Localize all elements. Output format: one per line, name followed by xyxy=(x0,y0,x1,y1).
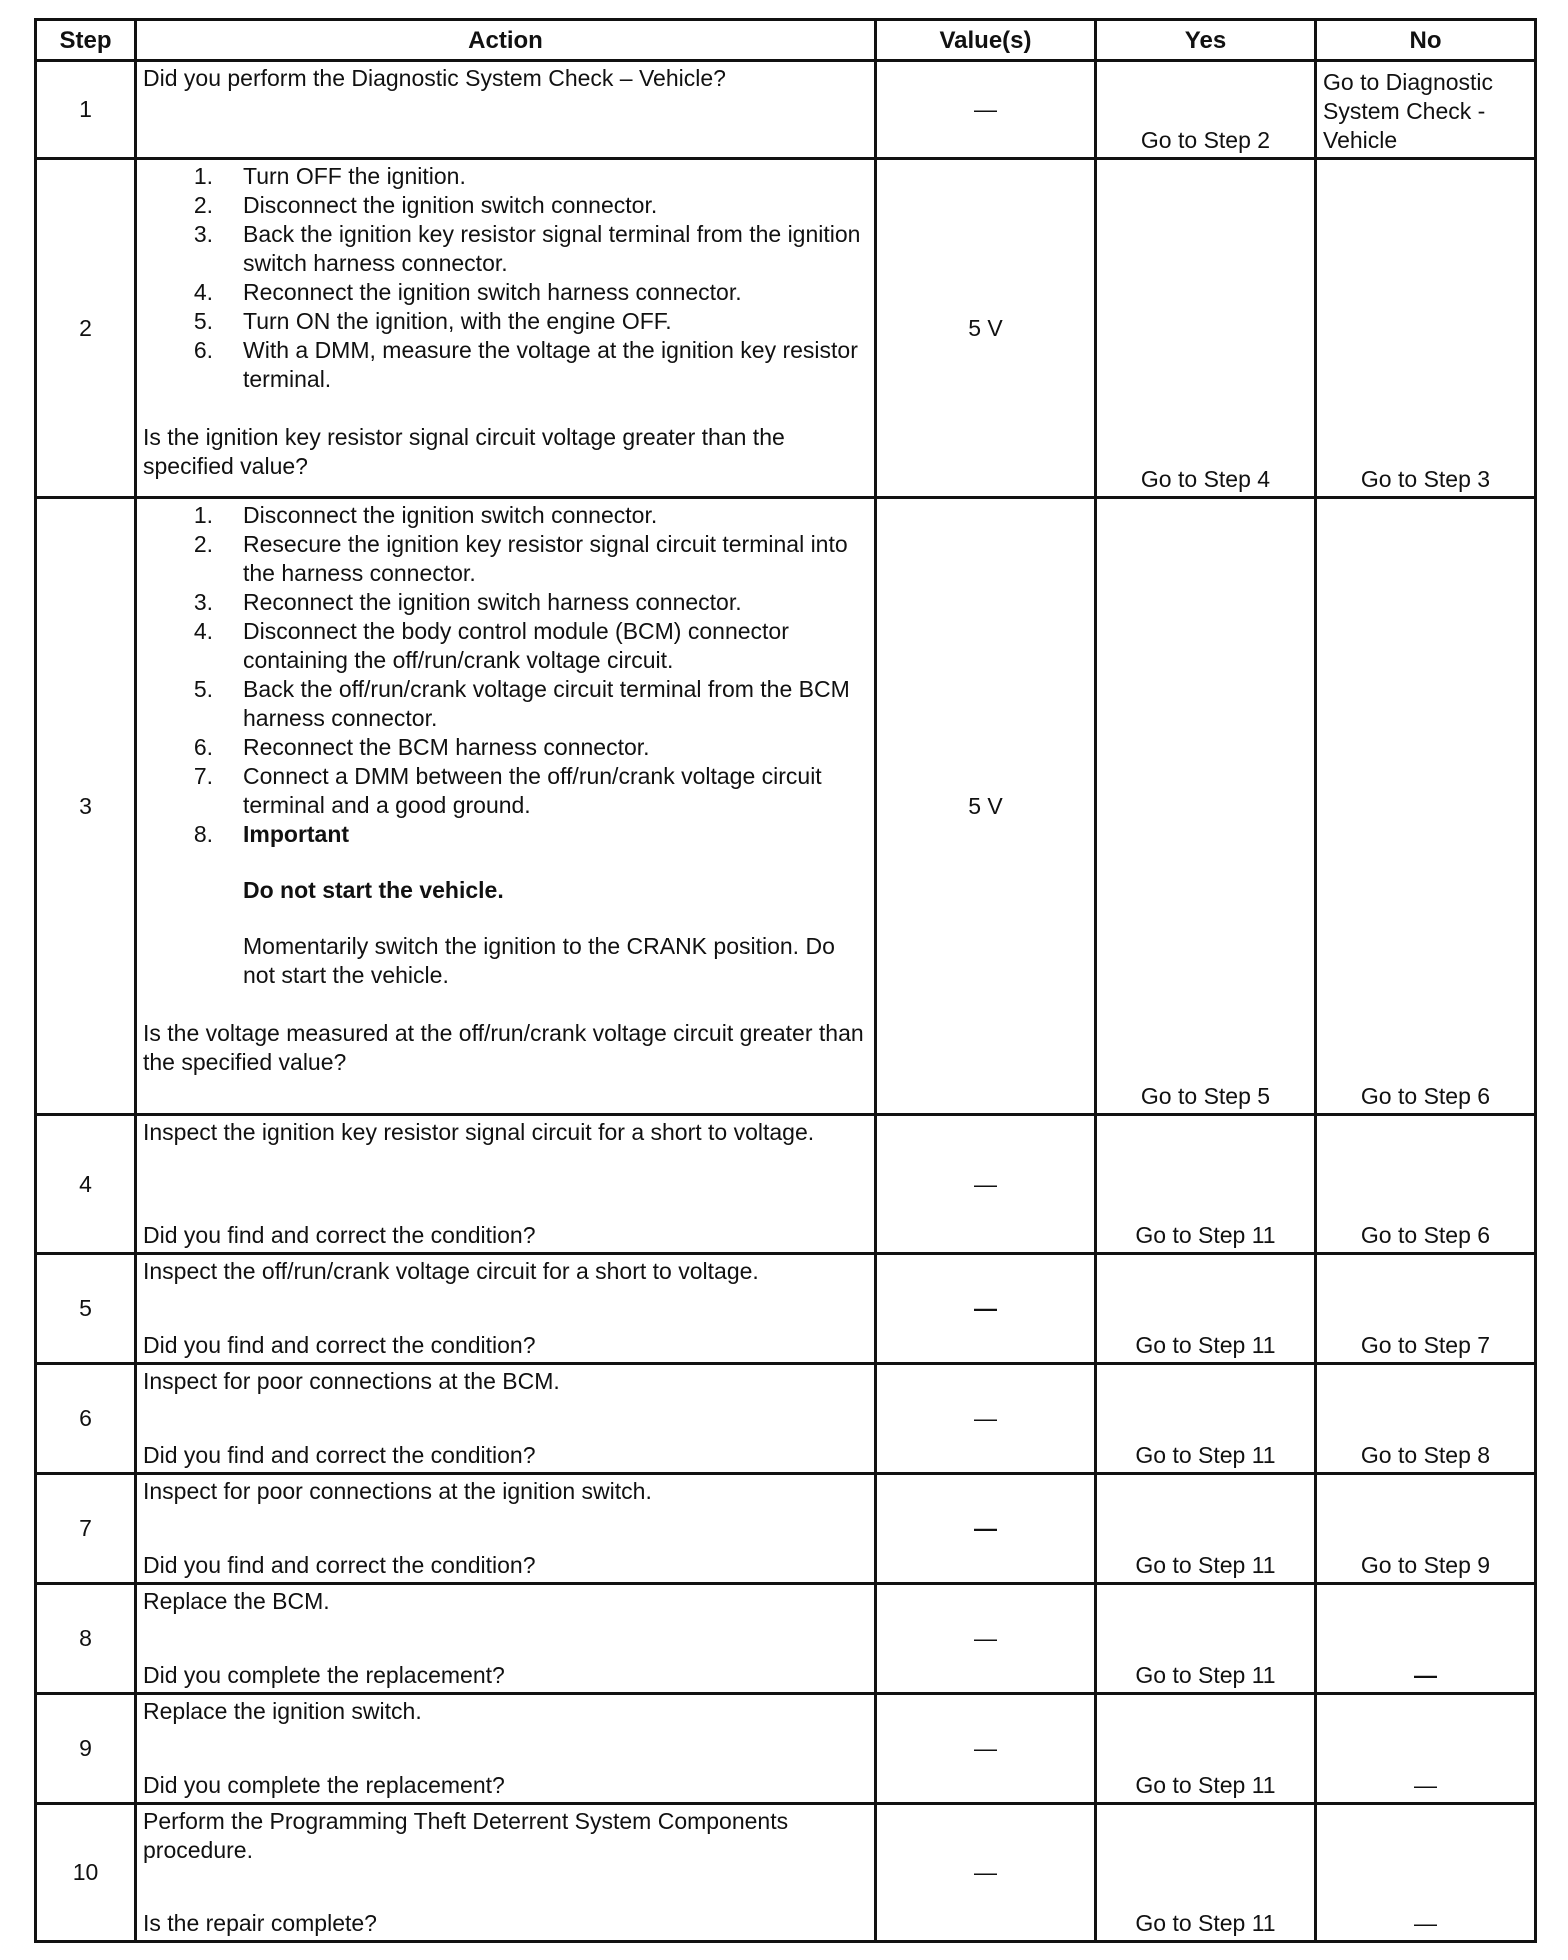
value-cell: — xyxy=(876,1115,1096,1254)
action-cell xyxy=(136,159,876,498)
table-row xyxy=(36,1804,1536,1942)
header-no: No xyxy=(1316,20,1536,61)
list-item: 3. Back the ignition key resistor signal terminal from the ignition switch harness connector. xyxy=(193,221,861,276)
question-text: Did you find and correct the condition? xyxy=(143,1222,536,1248)
question-text: Is the repair complete? xyxy=(143,1910,377,1936)
value-cell: — xyxy=(876,1364,1096,1474)
action-steps-list xyxy=(143,501,868,849)
action-steps-list xyxy=(143,162,868,394)
list-item: 2. Disconnect the ignition switch connector. xyxy=(193,192,658,218)
header-values: Value(s) xyxy=(876,20,1096,61)
no-cell: Go to Step 6 xyxy=(1316,1115,1536,1254)
table-row xyxy=(36,1115,1536,1254)
header-step: Step xyxy=(36,20,136,61)
no-cell: Go to Step 6 xyxy=(1316,498,1536,1115)
list-item: 1. Turn OFF the ignition. xyxy=(193,163,466,189)
table-row xyxy=(36,1474,1536,1584)
warning-text: Do not start the vehicle. xyxy=(243,877,504,903)
list-item: 6. Reconnect the BCM harness connector. xyxy=(193,734,650,760)
action-text: Inspect for poor connections at the BCM. xyxy=(143,1368,560,1394)
yes-cell: Go to Step 11 xyxy=(1096,1115,1316,1254)
action-cell: Did you perform the Diagnostic System Check – Vehicle? xyxy=(136,61,876,159)
no-cell: Go to Diagnostic System Check - Vehicle xyxy=(1316,61,1536,159)
table-row xyxy=(36,1254,1536,1364)
question-text: Did you complete the replacement? xyxy=(143,1772,505,1798)
list-item: 7. Connect a DMM between the off/run/crank voltage circuit terminal and a good ground. xyxy=(193,763,822,818)
action-cell xyxy=(136,1254,876,1364)
header-action: Action xyxy=(136,20,876,61)
table-row xyxy=(36,498,1536,1115)
yes-cell: Go to Step 11 xyxy=(1096,1694,1316,1804)
step-number: 7 xyxy=(36,1474,136,1584)
table-row xyxy=(36,61,1536,159)
yes-cell: Go to Step 11 xyxy=(1096,1254,1316,1364)
yes-cell: Go to Step 11 xyxy=(1096,1804,1316,1942)
yes-cell: Go to Step 4 xyxy=(1096,159,1316,498)
action-cell xyxy=(136,1115,876,1254)
question-text: Did you find and correct the condition? xyxy=(143,1442,536,1468)
no-cell: — xyxy=(1316,1584,1536,1694)
value-cell: — xyxy=(876,1804,1096,1942)
important-label: Important xyxy=(243,821,350,847)
step-number: 2 xyxy=(36,159,136,498)
no-cell: Go to Step 9 xyxy=(1316,1474,1536,1584)
action-cell xyxy=(136,1474,876,1584)
yes-cell: Go to Step 5 xyxy=(1096,498,1316,1115)
list-item: 4. Disconnect the body control module (BCM) connector containing the off/run/crank voltage circuit. xyxy=(193,618,789,673)
question-text: Is the voltage measured at the off/run/crank voltage circuit greater than the specified value? xyxy=(143,1020,864,1075)
no-cell: — xyxy=(1316,1804,1536,1942)
action-cell xyxy=(136,498,876,1115)
value-cell: — xyxy=(876,1694,1096,1804)
instruction-text: Momentarily switch the ignition to the CRANK position. Do not start the vehicle. xyxy=(243,933,835,988)
question-text: Is the ignition key resistor signal circuit voltage greater than the specified value? xyxy=(143,424,785,479)
step-number: 4 xyxy=(36,1115,136,1254)
value-cell: 5 V xyxy=(876,159,1096,498)
header-yes: Yes xyxy=(1096,20,1316,61)
yes-cell: Go to Step 11 xyxy=(1096,1364,1316,1474)
table-row xyxy=(36,1584,1536,1694)
list-item: 4. Reconnect the ignition switch harness connector. xyxy=(193,279,742,305)
action-cell xyxy=(136,1584,876,1694)
action-text: Replace the BCM. xyxy=(143,1588,330,1614)
list-item: 6. With a DMM, measure the voltage at the ignition key resistor terminal. xyxy=(193,337,858,392)
value-cell: — xyxy=(876,1474,1096,1584)
value-cell: — xyxy=(876,1254,1096,1364)
action-text: Perform the Programming Theft Deterrent System Components procedure. xyxy=(143,1808,789,1863)
step-number: 9 xyxy=(36,1694,136,1804)
action-text: Inspect the ignition key resistor signal circuit for a short to voltage. xyxy=(143,1119,815,1145)
list-item: 5. Turn ON the ignition, with the engine OFF. xyxy=(193,308,672,334)
step-number: 3 xyxy=(36,498,136,1115)
yes-cell: Go to Step 11 xyxy=(1096,1584,1316,1694)
value-cell: 5 V xyxy=(876,498,1096,1115)
value-cell: — xyxy=(876,61,1096,159)
diagnostic-table xyxy=(34,18,1537,1943)
question-text: Did you find and correct the condition? xyxy=(143,1332,536,1358)
yes-cell: Go to Step 11 xyxy=(1096,1474,1316,1584)
question-text: Did you find and correct the condition? xyxy=(143,1552,536,1578)
step-number: 5 xyxy=(36,1254,136,1364)
step-number: 6 xyxy=(36,1364,136,1474)
no-cell: Go to Step 7 xyxy=(1316,1254,1536,1364)
value-cell: — xyxy=(876,1584,1096,1694)
action-text: Replace the ignition switch. xyxy=(143,1698,422,1724)
no-cell: — xyxy=(1316,1694,1536,1804)
step-number: 8 xyxy=(36,1584,136,1694)
yes-cell: Go to Step 2 xyxy=(1096,61,1316,159)
list-item: 1. Disconnect the ignition switch connector. xyxy=(193,502,658,528)
table-row xyxy=(36,159,1536,498)
no-cell: Go to Step 8 xyxy=(1316,1364,1536,1474)
question-text: Did you complete the replacement? xyxy=(143,1662,505,1688)
table-row xyxy=(36,1694,1536,1804)
action-cell xyxy=(136,1804,876,1942)
list-item: 5. Back the off/run/crank voltage circuit terminal from the BCM harness connector. xyxy=(193,676,850,731)
header-row xyxy=(36,20,1536,61)
list-item: 2. Resecure the ignition key resistor signal circuit terminal into the harness connector. xyxy=(193,531,848,586)
step-number: 10 xyxy=(36,1804,136,1942)
action-text: Inspect for poor connections at the ignition switch. xyxy=(143,1478,652,1504)
action-cell xyxy=(136,1364,876,1474)
list-item: 8. Important xyxy=(143,820,868,849)
action-cell xyxy=(136,1694,876,1804)
no-cell: Go to Step 3 xyxy=(1316,159,1536,498)
step-number: 1 xyxy=(36,61,136,159)
action-text: Inspect the off/run/crank voltage circuit for a short to voltage. xyxy=(143,1258,759,1284)
table-row xyxy=(36,1364,1536,1474)
list-item: 3. Reconnect the ignition switch harness connector. xyxy=(193,589,742,615)
